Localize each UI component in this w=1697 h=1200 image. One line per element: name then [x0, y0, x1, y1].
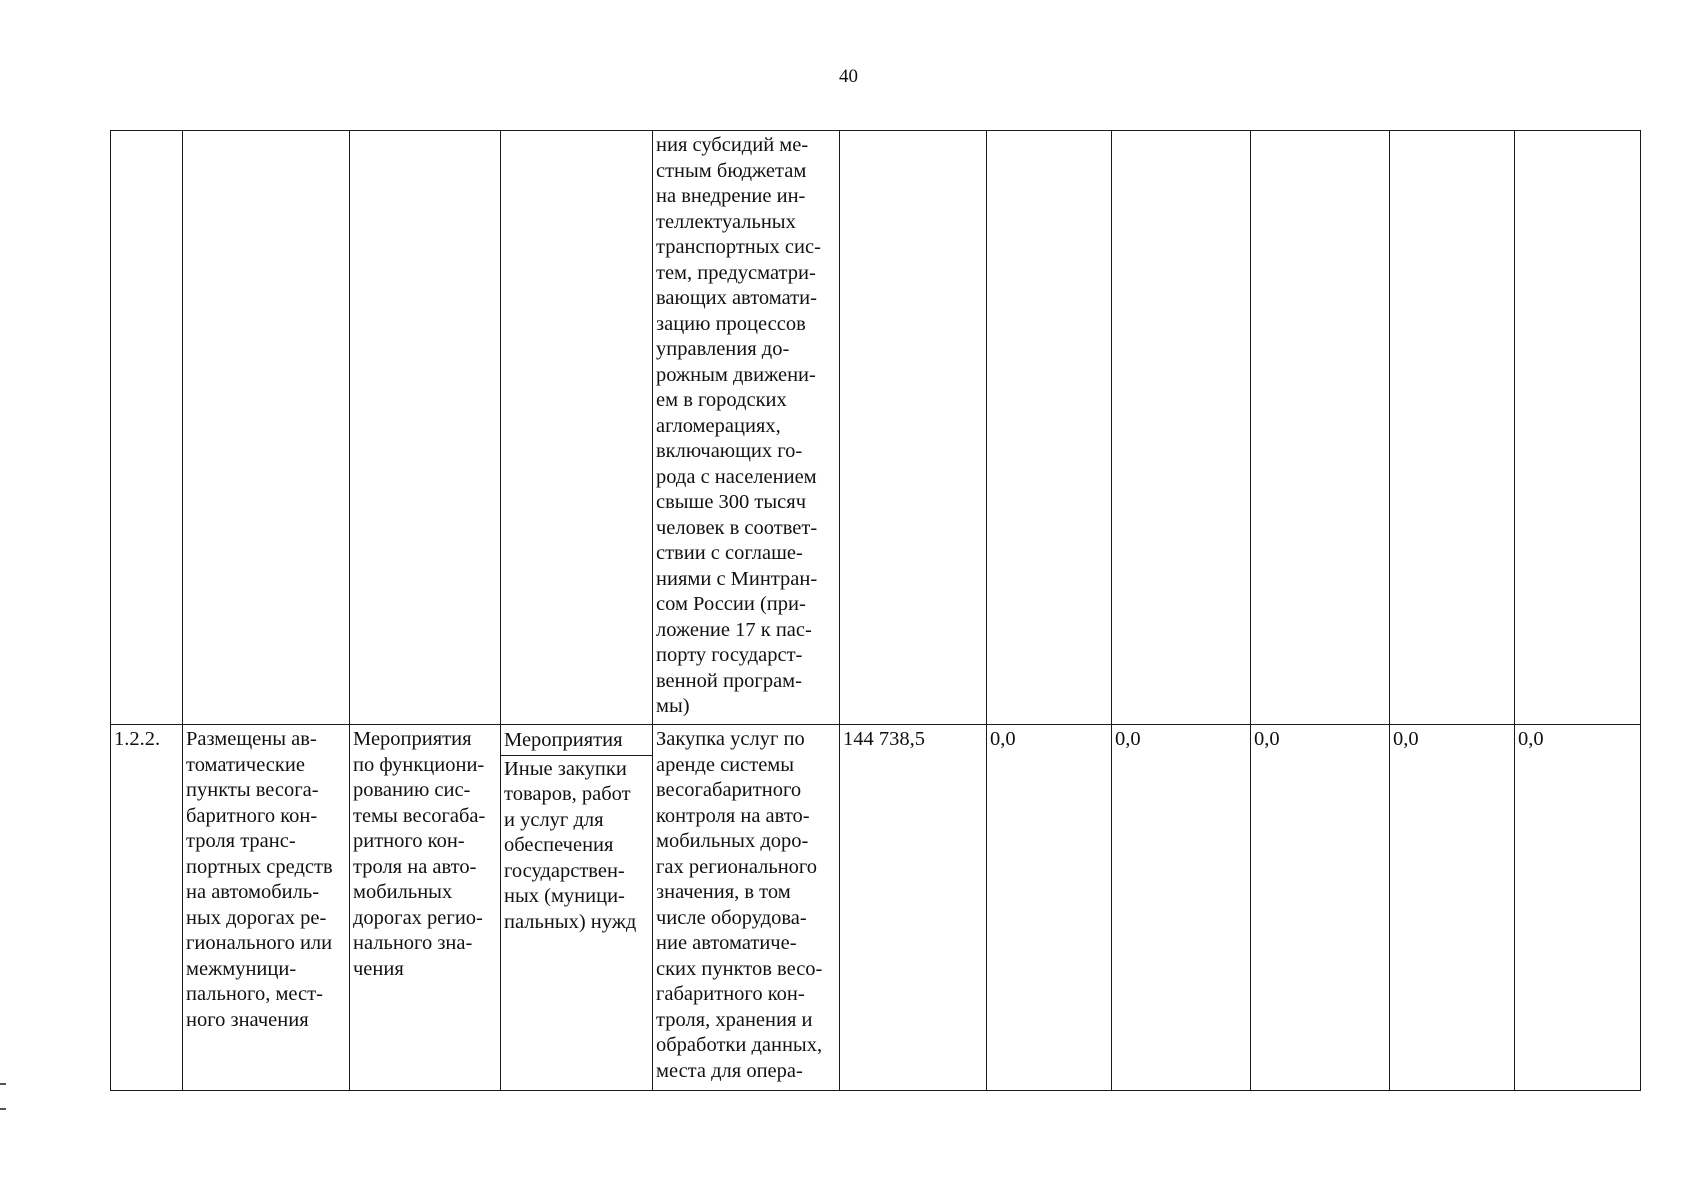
scan-edge-mark	[0, 1083, 6, 1085]
page-number: 40	[839, 66, 858, 87]
cell-item-value-6: 0,0	[1515, 725, 1641, 1091]
cell-description-continuation: ния субсидий ме- стным бюджетам на внедрение ин- теллектуальных транспортных сис- тем, предусматри- вающих автомати- зацию процессов управления до- рожным движени- ем в городских агломерациях, включающих го- рода с населением свыше 300 тысяч человек в соответ- ствии с соглаше- ниями с Минтран- сом России (при- ложение 17 к пас- порту государст- венной програм- мы)	[653, 131, 840, 725]
cell-item-type	[501, 725, 653, 1091]
cell-value-2-empty	[987, 131, 1112, 725]
cell-value-6-empty	[1515, 131, 1641, 725]
cell-item-value-3: 0,0	[1112, 725, 1251, 1091]
cell-item-value-1: 144 738,5	[840, 725, 987, 1091]
cell-item-value-5: 0,0	[1390, 725, 1515, 1091]
cell-value-1-empty	[840, 131, 987, 725]
cell-value-4-empty	[1251, 131, 1390, 725]
cell-item-value-4: 0,0	[1251, 725, 1390, 1091]
cell-item-number: 1.2.2.	[111, 725, 183, 1091]
cell-activity-empty	[350, 131, 501, 725]
cell-value-3-empty	[1112, 131, 1251, 725]
cell-value-5-empty	[1390, 131, 1515, 725]
cell-item-type-header: Мероприятия	[504, 729, 623, 751]
table-row-continuation	[111, 131, 1641, 725]
cell-type-empty	[501, 131, 653, 725]
cell-item-result: Размещены ав- томатические пункты весога- баритного кон- троля транс- портных средств на автомобиль- ных дорогах ре- гионального или межмуници- пального, мест- ного значения	[183, 725, 350, 1091]
cell-item-description: Закупка услуг по аренде системы весогабаритного контроля на авто- мобильных доро- гах регионального значения, в том числе оборудова- ние автоматиче- ских пунктов весо- габаритного кон- троля, хранения и обработки данных, места для опера-	[653, 725, 840, 1091]
scan-edge-mark	[0, 1108, 6, 1110]
cell-item-value-2: 0,0	[987, 725, 1112, 1091]
cell-number-empty	[111, 131, 183, 725]
program-table	[110, 130, 1641, 1091]
cell-result-empty	[183, 131, 350, 725]
table-row-item-1-2-2	[111, 725, 1641, 1091]
cell-item-activity: Мероприятия по функциони- рованию сис- темы весогаба- ритного кон- троля на авто- мобильных дорогах регио- нального зна- чения	[350, 725, 501, 1091]
cell-item-type-detail: Иные закупки товаров, работ и услуг для обеспечения государствен- ных (муници- пальных) нужд	[501, 755, 652, 937]
